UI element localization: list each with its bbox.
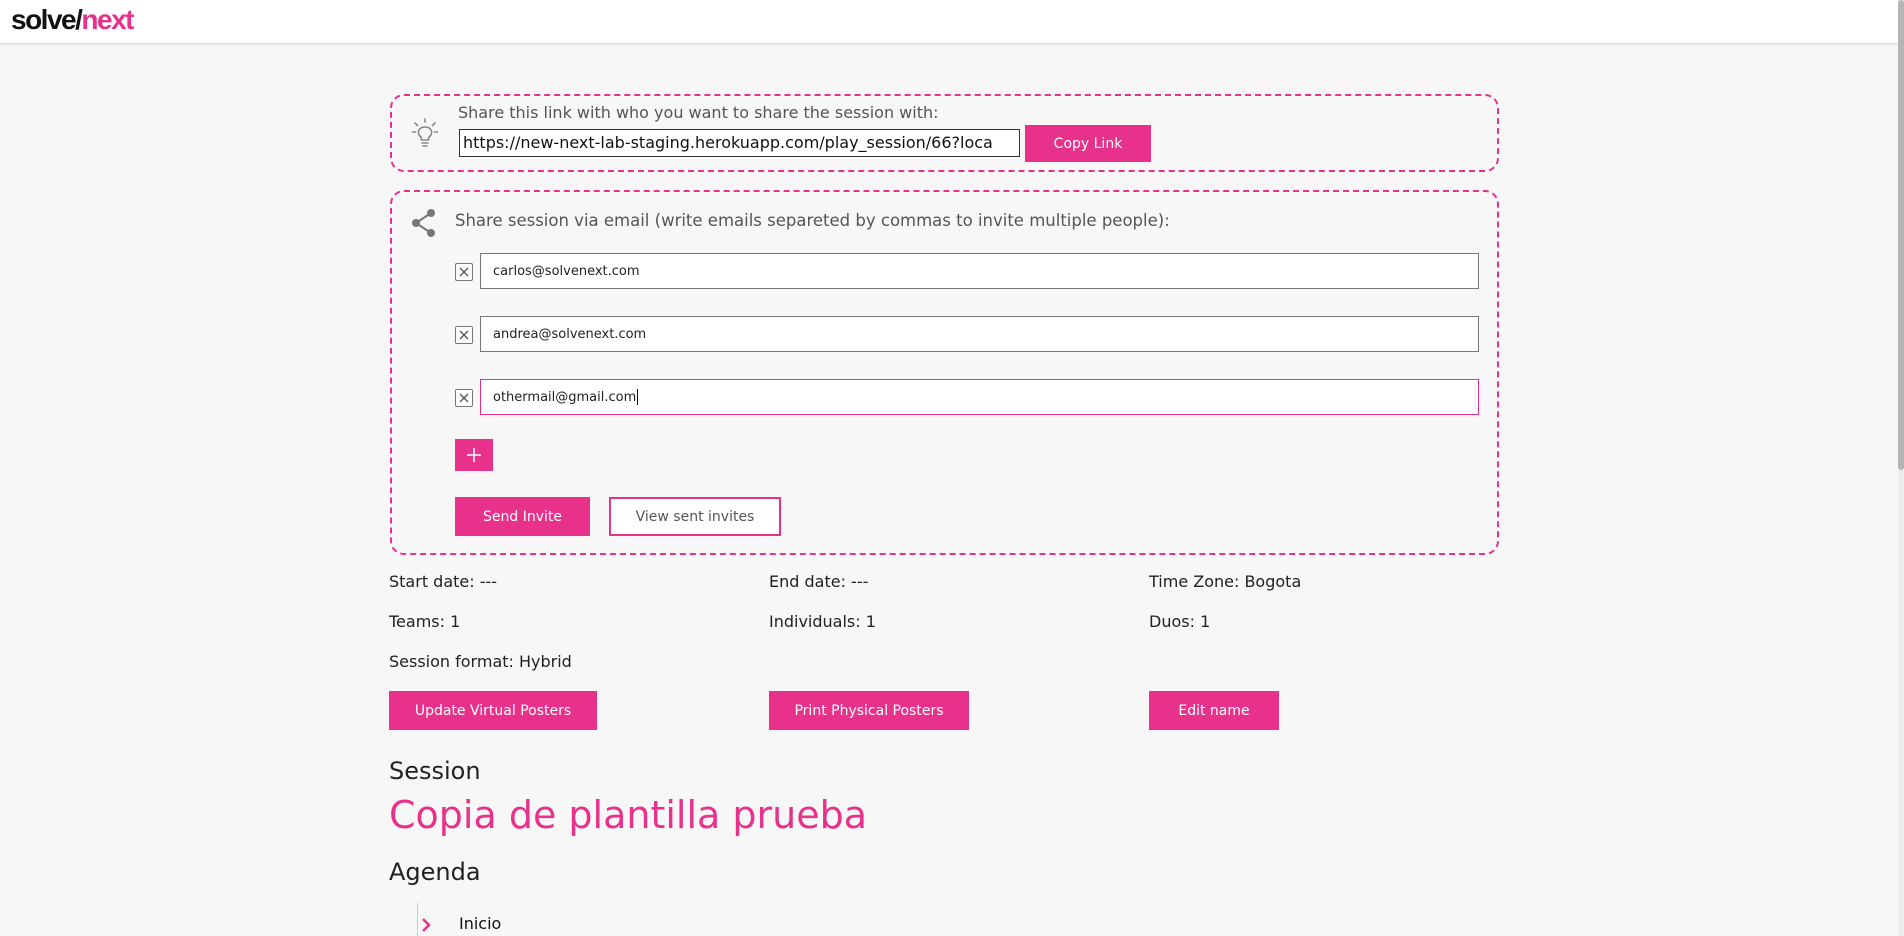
remove-email-button[interactable] xyxy=(455,326,473,344)
logo-part2: next xyxy=(81,4,133,35)
share-link-hint: Share this link with who you want to share the session with: xyxy=(458,103,939,122)
share-link-panel xyxy=(390,94,1499,172)
close-icon xyxy=(459,393,469,403)
logo-part1: solve/ xyxy=(11,4,82,35)
chevron-right-icon xyxy=(420,916,432,936)
solvenext-logo[interactable] xyxy=(11,3,133,37)
email-row xyxy=(455,316,1479,352)
session-format: Session format: Hybrid xyxy=(389,652,572,671)
email-value: carlos@solvenext.com xyxy=(493,263,640,279)
session-name: Copia de plantilla prueba xyxy=(389,793,868,837)
page-scrollbar[interactable] xyxy=(1898,0,1904,936)
email-value: andrea@solvenext.com xyxy=(493,326,647,342)
lightbulb-icon xyxy=(412,118,438,152)
email-row xyxy=(455,379,1479,415)
email-field[interactable] xyxy=(480,253,1479,289)
email-field[interactable] xyxy=(480,316,1479,352)
print-physical-posters-button[interactable]: Print Physical Posters xyxy=(769,691,969,730)
agenda-item[interactable] xyxy=(417,914,717,936)
end-date: End date: --- xyxy=(769,572,869,591)
agenda-label: Agenda xyxy=(389,858,481,886)
remove-email-button[interactable] xyxy=(455,263,473,281)
individuals-count: Individuals: 1 xyxy=(769,612,876,631)
session-label: Session xyxy=(389,757,481,785)
close-icon xyxy=(459,267,469,277)
close-icon xyxy=(459,330,469,340)
top-bar xyxy=(0,0,1898,44)
share-email-hint: Share session via email (write emails separeted by commas to invite multiple people): xyxy=(455,211,1170,230)
add-email-button[interactable] xyxy=(455,439,493,471)
share-link-url: https://new-next-lab-staging.herokuapp.com/play_session/66?loca xyxy=(463,133,993,152)
duos-count: Duos: 1 xyxy=(1149,612,1211,631)
share-email-panel xyxy=(390,190,1499,555)
scrollbar-thumb[interactable] xyxy=(1898,0,1904,470)
time-zone: Time Zone: Bogota xyxy=(1149,572,1302,591)
teams-count: Teams: 1 xyxy=(389,612,461,631)
copy-link-button[interactable]: Copy Link xyxy=(1025,125,1151,162)
plus-icon xyxy=(466,447,482,463)
text-caret xyxy=(637,389,638,405)
start-date: Start date: --- xyxy=(389,572,498,591)
remove-email-button[interactable] xyxy=(455,389,473,407)
share-link-input[interactable] xyxy=(459,129,1020,157)
edit-name-button[interactable]: Edit name xyxy=(1149,691,1279,730)
email-field[interactable] xyxy=(480,379,1479,415)
agenda-item-label: Inicio xyxy=(459,914,502,933)
send-invite-button[interactable]: Send Invite xyxy=(455,497,590,536)
email-row xyxy=(455,253,1479,289)
update-virtual-posters-button[interactable]: Update Virtual Posters xyxy=(389,691,597,730)
email-value: othermail@gmail.com xyxy=(493,389,637,405)
share-icon xyxy=(411,208,437,242)
view-sent-invites-button[interactable]: View sent invites xyxy=(609,497,781,536)
